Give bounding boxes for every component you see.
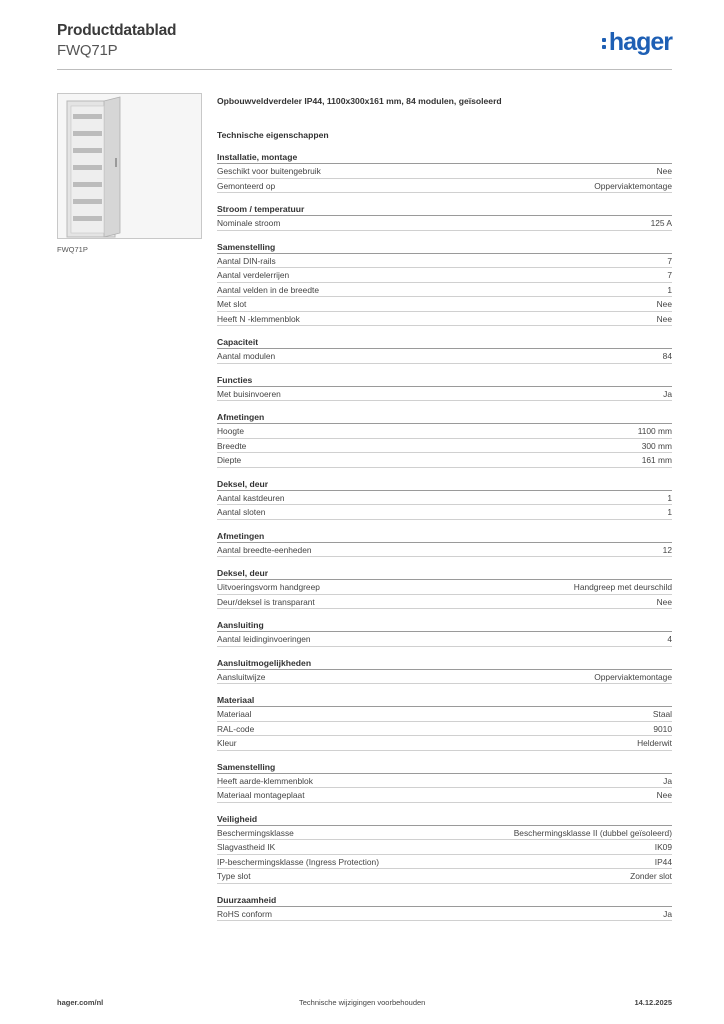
spec-row bbox=[217, 216, 672, 231]
section-title: Installatie, montage bbox=[217, 151, 672, 164]
product-description: Opbouwveldverdeler IP44, 1100x300x161 mm, 84 modulen, geïsoleerd bbox=[217, 96, 502, 106]
spec-value: Opperviaktemontage bbox=[594, 180, 672, 191]
page-header bbox=[57, 18, 672, 70]
spec-label: Type slot bbox=[217, 871, 251, 881]
product-code: FWQ71P bbox=[57, 42, 118, 59]
section-title: Deksel, deur bbox=[217, 478, 672, 491]
spec-row bbox=[217, 840, 672, 855]
spec-row bbox=[217, 632, 672, 647]
spec-value: Handgreep met deurschild bbox=[573, 582, 672, 592]
spec-row bbox=[217, 439, 672, 454]
spec-value: Zonder slot bbox=[630, 871, 672, 881]
spec-sections bbox=[217, 151, 672, 921]
spec-label: Uitvoeringsvorm handgreep bbox=[217, 582, 320, 592]
spec-value: 4 bbox=[667, 634, 672, 644]
spec-value: Ja bbox=[663, 908, 672, 919]
spec-row bbox=[217, 722, 672, 737]
spec-row bbox=[217, 595, 672, 610]
spec-row bbox=[217, 543, 672, 558]
spec-section bbox=[217, 694, 672, 751]
spec-label: Aansluitwijze bbox=[217, 671, 266, 682]
spec-row bbox=[217, 505, 672, 520]
spec-row bbox=[217, 826, 672, 841]
spec-label: Diepte bbox=[217, 455, 242, 465]
spec-value: Beschermingsklasse II (dubbel geïsoleerd) bbox=[513, 827, 672, 838]
spec-row bbox=[217, 907, 672, 922]
spec-value: Nee bbox=[656, 299, 672, 309]
spec-value: 161 mm bbox=[641, 455, 672, 465]
spec-label: Aantal sloten bbox=[217, 507, 266, 517]
spec-label: Aantal modulen bbox=[217, 351, 276, 361]
spec-label: Slagvastheid IK bbox=[217, 842, 276, 852]
spec-section bbox=[217, 151, 672, 193]
spec-label: Hoogte bbox=[217, 426, 245, 436]
spec-row bbox=[217, 491, 672, 506]
spec-value: 1 bbox=[667, 507, 672, 517]
spec-section bbox=[217, 567, 672, 609]
spec-label: Breedte bbox=[217, 440, 247, 451]
spec-value: 1 bbox=[667, 492, 672, 503]
spec-label: Materiaal bbox=[217, 709, 252, 719]
spec-row bbox=[217, 283, 672, 298]
spec-value: Ja bbox=[663, 775, 672, 786]
spec-label: Heeft N -klemmenblok bbox=[217, 313, 300, 324]
spec-row bbox=[217, 349, 672, 364]
spec-value: 12 bbox=[662, 544, 672, 555]
section-title: Stroom / temperatuur bbox=[217, 203, 672, 216]
section-title: Afmetingen bbox=[217, 411, 672, 424]
spec-label: Aantal breedte-eenheden bbox=[217, 544, 312, 555]
spec-row bbox=[217, 736, 672, 751]
spec-label: Beschermingsklasse bbox=[217, 827, 294, 838]
spec-label: Aantal kastdeuren bbox=[217, 492, 285, 503]
section-title: Capaciteit bbox=[217, 336, 672, 349]
spec-value: 9010 bbox=[653, 723, 672, 734]
spec-label: Met slot bbox=[217, 299, 247, 309]
spec-value: 1100 mm bbox=[637, 426, 672, 436]
spec-content bbox=[217, 96, 672, 931]
spec-label: Aantal velden in de breedte bbox=[217, 284, 319, 295]
spec-row bbox=[217, 869, 672, 884]
spec-section bbox=[217, 411, 672, 468]
spec-row bbox=[217, 670, 672, 685]
logo-dots-icon bbox=[602, 38, 606, 49]
spec-section bbox=[217, 530, 672, 558]
spec-value: Nee bbox=[656, 790, 672, 800]
spec-section bbox=[217, 203, 672, 231]
spec-row bbox=[217, 297, 672, 312]
spec-section bbox=[217, 336, 672, 364]
distribution-board-image bbox=[58, 94, 201, 238]
image-caption: FWQ71P bbox=[57, 245, 88, 254]
spec-row bbox=[217, 387, 672, 402]
spec-section bbox=[217, 894, 672, 922]
spec-row bbox=[217, 774, 672, 789]
spec-row bbox=[217, 164, 672, 179]
spec-value: Staal bbox=[652, 709, 672, 719]
spec-label: Deur/deksel is transparant bbox=[217, 596, 315, 607]
spec-value: IP44 bbox=[654, 856, 672, 867]
section-title: Materiaal bbox=[217, 694, 672, 707]
spec-label: Aantal DIN-rails bbox=[217, 255, 276, 266]
hager-logo bbox=[602, 28, 672, 56]
page-title: Productdatablad bbox=[57, 22, 177, 39]
spec-row bbox=[217, 312, 672, 327]
spec-value: 1 bbox=[667, 284, 672, 295]
spec-section bbox=[217, 657, 672, 685]
spec-section bbox=[217, 241, 672, 327]
spec-value: Helderwit bbox=[637, 738, 672, 748]
footer-date: 14.12.2025 bbox=[634, 998, 672, 1007]
spec-row bbox=[217, 254, 672, 269]
footer-note: Technische wijzigingen voorbehouden bbox=[299, 998, 426, 1007]
spec-value: Nee bbox=[656, 313, 672, 324]
spec-value: 300 mm bbox=[641, 440, 672, 451]
spec-value: IK09 bbox=[654, 842, 672, 852]
logo-text: hager bbox=[608, 27, 672, 56]
spec-label: RoHS conform bbox=[217, 908, 272, 919]
section-title: Afmetingen bbox=[217, 530, 672, 543]
section-title: Duurzaamheid bbox=[217, 894, 672, 907]
spec-value: 7 bbox=[667, 255, 672, 266]
spec-section bbox=[217, 478, 672, 520]
spec-section bbox=[217, 374, 672, 402]
spec-row bbox=[217, 707, 672, 722]
section-title: Aansluitmogelijkheden bbox=[217, 657, 672, 670]
spec-label: Geschikt voor buitengebruik bbox=[217, 166, 321, 176]
section-title: Veiligheid bbox=[217, 813, 672, 826]
spec-value: 7 bbox=[667, 270, 672, 280]
spec-label: Gemonteerd op bbox=[217, 180, 276, 191]
product-image bbox=[57, 93, 202, 239]
spec-row bbox=[217, 453, 672, 468]
section-title: Samenstelling bbox=[217, 241, 672, 254]
specs-heading: Technische eigenschappen bbox=[217, 130, 329, 140]
spec-label: IP-beschermingsklasse (Ingress Protection) bbox=[217, 856, 379, 867]
spec-row bbox=[217, 855, 672, 870]
spec-row bbox=[217, 580, 672, 595]
spec-label: Materiaal montageplaat bbox=[217, 790, 305, 800]
spec-label: Heeft aarde-klemmenblok bbox=[217, 775, 313, 786]
spec-label: Aantal verdelerrijen bbox=[217, 270, 290, 280]
section-title: Deksel, deur bbox=[217, 567, 672, 580]
spec-value: 125 A bbox=[650, 218, 672, 228]
spec-label: Aantal leidinginvoeringen bbox=[217, 634, 311, 644]
spec-row bbox=[217, 179, 672, 194]
spec-row bbox=[217, 788, 672, 803]
spec-value: Nee bbox=[656, 596, 672, 607]
spec-value: Opperviaktemontage bbox=[594, 671, 672, 682]
spec-row bbox=[217, 424, 672, 439]
spec-value: 84 bbox=[662, 351, 672, 361]
section-title: Aansluiting bbox=[217, 619, 672, 632]
spec-label: Kleur bbox=[217, 738, 237, 748]
footer-website: hager.com/nl bbox=[57, 998, 104, 1007]
spec-section bbox=[217, 761, 672, 803]
spec-label: RAL-code bbox=[217, 723, 255, 734]
section-title: Samenstelling bbox=[217, 761, 672, 774]
spec-section bbox=[217, 813, 672, 884]
spec-row bbox=[217, 268, 672, 283]
section-title: Functies bbox=[217, 374, 672, 387]
spec-value: Nee bbox=[656, 166, 672, 176]
spec-label: Nominale stroom bbox=[217, 218, 281, 228]
spec-label: Met buisinvoeren bbox=[217, 388, 281, 399]
spec-section bbox=[217, 619, 672, 647]
spec-value: Ja bbox=[663, 388, 672, 399]
